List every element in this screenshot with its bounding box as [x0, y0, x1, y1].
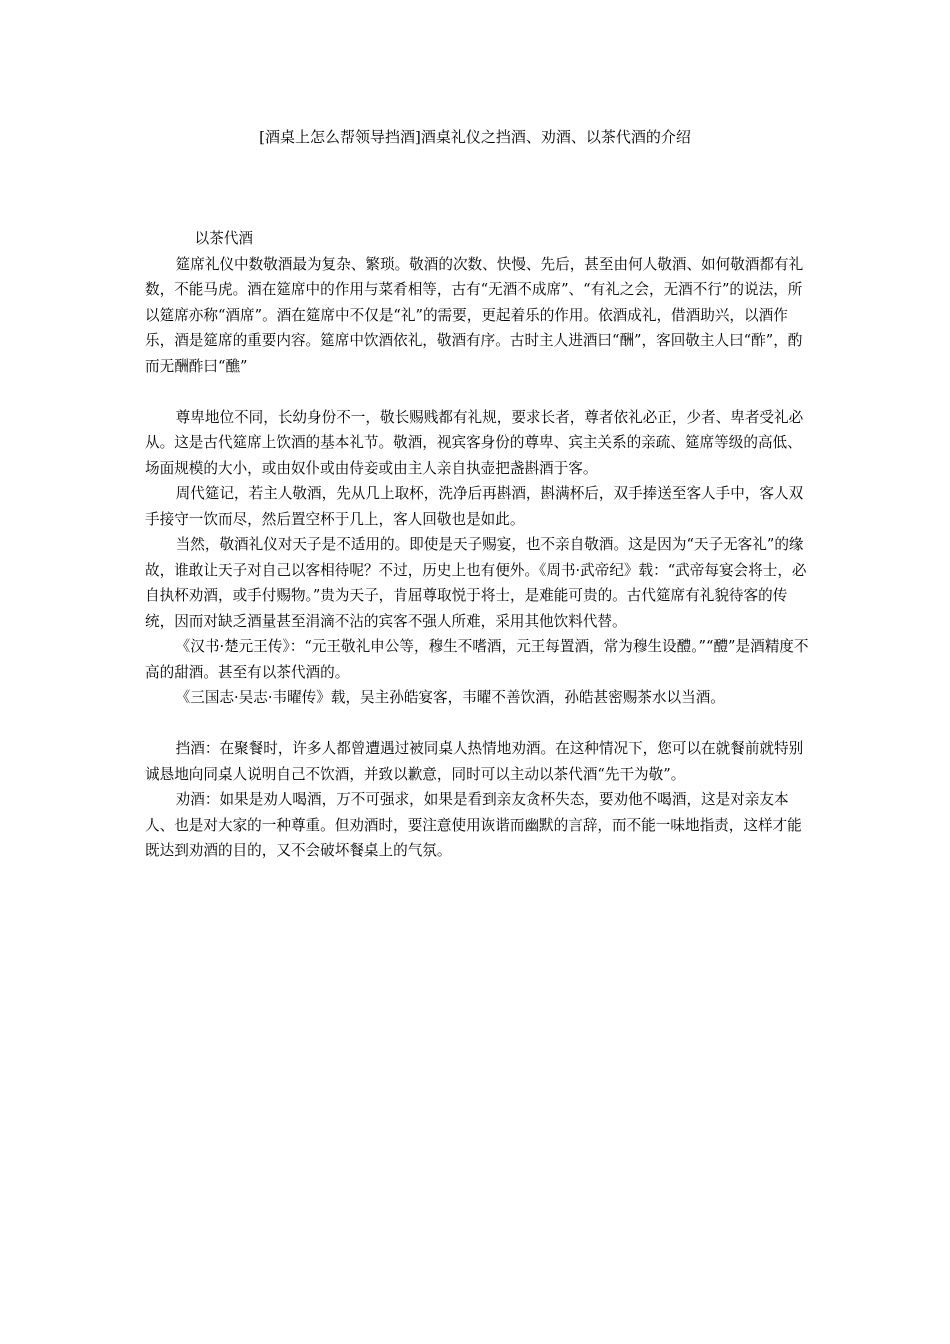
document-title: [酒桌上怎么帮领导挡酒]酒桌礼仪之挡酒、劝酒、以茶代酒的介绍 [259, 128, 691, 146]
paragraph-6: 《三国志·吴志·韦曜传》载，吴主孙皓宴客，韦曜不善饮酒，孙皓甚密赐茶水以当酒。 [175, 689, 725, 706]
blank-line [145, 711, 810, 737]
section-heading: 以茶代酒 [194, 230, 254, 247]
paragraph-4: 当然，敬酒礼仪对天子是不适用的。即使是天子赐宴，也不亲自敬酒。这是因为“天子无客礼”的缘故，谁敢让天子对自己以客相待呢？不过，历史上也有便外。《周书·武帝纪》载：“武帝每宴会将士，必自执杯劝酒，或手付赐物。”贵为天子，肯屈尊取悦于将士，是难能可贵的。古代筵席有礼貌待客的传统，因而对缺乏酒量甚至涓滴不沾的宾客不强人所难，采用其他饮料代替。 [145, 536, 807, 630]
document-body [145, 226, 810, 864]
paragraph-8: 劝酒：如果是劝人喝酒，万不可强求，如果是看到亲友贪杯失态，要劝他不喝酒，这是对亲友本人、也是对大家的一种尊重。但劝酒时，要注意使用诙谐而幽默的言辞，而不能一味地指责，这样才能既达到劝酒的目的，又不会破坏餐桌上的气氛。 [145, 791, 802, 859]
blank-line [145, 379, 810, 405]
paragraph-2: 尊卑地位不同，长幼身份不一，敬长赐贱都有礼规，要求长者，尊者依礼必正，少者、卑者受礼必从。这是古代筵席上饮酒的基本礼节。敬酒，视宾客身份的尊卑、宾主关系的亲疏、筵席等级的高低、场面规模的大小，或由奴仆或由侍妾或由主人亲自执壶把盏斟酒于客。 [145, 408, 804, 477]
paragraph-7: 挡酒：在聚餐时，许多人都曾遭遇过被同桌人热情地劝酒。在这种情况下，您可以在就餐前就特别诚恳地向同桌人说明自己不饮酒，并致以歉意，同时可以主动以茶代酒“先干为敬”。 [145, 740, 804, 783]
paragraph-1: 筵席礼仪中数敬酒最为复杂、繁琐。敬酒的次数、快慢、先后，甚至由何人敬酒、如何敬酒都有礼数，不能马虎。酒在筵席中的作用与菜肴相等，古有“无酒不成席”、“有礼之会，无酒不行”的说法，所以筵席亦称“酒席”。酒在筵席中不仅是“礼”的需要，更起着乐的作用。依酒成礼，借酒助兴，以酒作乐，酒是筵席的重要内容。筵席中饮酒依礼，敬酒有序。古时主人进酒曰“酬”，客回敬主人曰“酢”，酌而无酬酢曰“醮” [145, 255, 804, 375]
paragraph-3: 周代筵记，若主人敬酒，先从几上取杯，洗净后再斟酒，斟满杯后，双手捧送至客人手中，客人双手接守一饮而尽，然后置空杯于几上，客人回敬也是如此。 [145, 485, 804, 528]
paragraph-5: 《汉书·楚元王传》：“元王敬礼申公等，穆生不嗜酒，元王每置酒，常为穆生设醴。”“醴”是酒精度不高的甜酒。甚至有以茶代酒的。 [145, 638, 809, 681]
